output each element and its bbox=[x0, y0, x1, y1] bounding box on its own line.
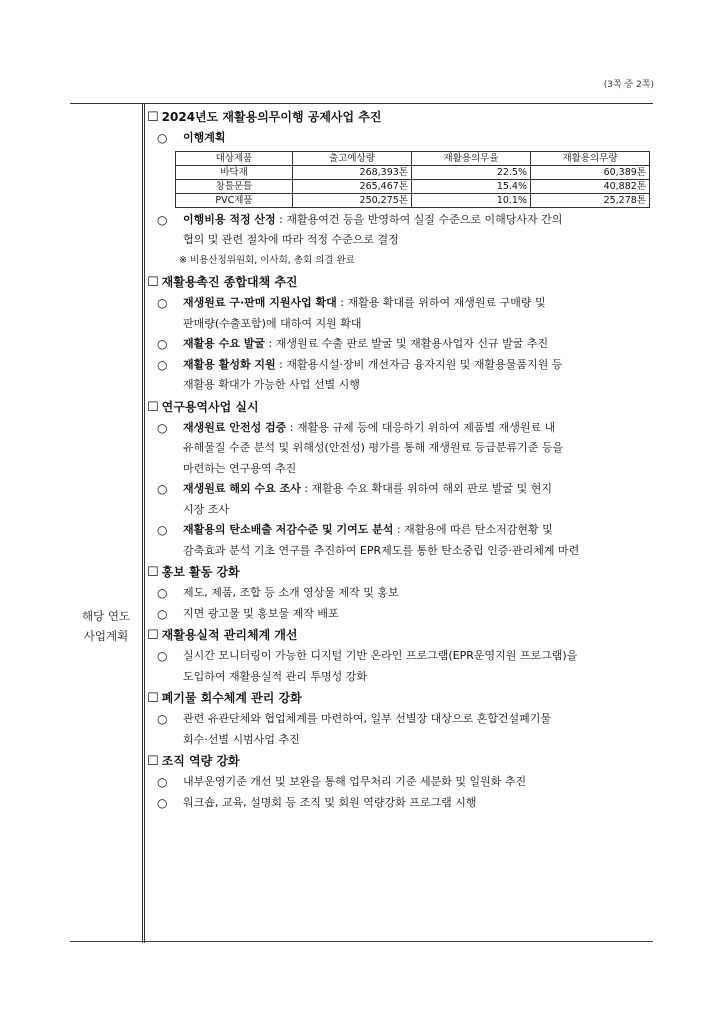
list-item bbox=[157, 709, 657, 730]
section-heading bbox=[147, 561, 657, 583]
table-cell: 268,393톤 bbox=[293, 165, 412, 179]
table-cell: 창틀문틀 bbox=[176, 179, 293, 193]
table-cell: 60,389톤 bbox=[531, 165, 650, 179]
list-item bbox=[157, 128, 657, 149]
checkbox-square-icon: ☐ bbox=[147, 399, 159, 415]
row-label-line1: 해당 연도 bbox=[81, 609, 131, 623]
item-continuation: 판매량(수출포함)에 대하여 지원 확대 bbox=[183, 316, 362, 330]
section-heading bbox=[147, 687, 657, 709]
item-heading: 재활용 활성화 지원 bbox=[183, 357, 276, 371]
plan-content bbox=[147, 106, 657, 813]
table-cell: 40,882톤 bbox=[531, 179, 650, 193]
list-item bbox=[157, 418, 657, 439]
section-title: 연구용역사업 실시 bbox=[161, 399, 259, 414]
implementation-table bbox=[175, 151, 650, 208]
table-cell: 22.5% bbox=[412, 165, 531, 179]
checkbox-square-icon: ☐ bbox=[147, 565, 159, 580]
item-text: 지면 광고물 및 홍보물 제작 배포 bbox=[183, 606, 339, 620]
section-heading bbox=[147, 271, 657, 293]
table-header: 재활용의무량 bbox=[531, 151, 650, 165]
section-title: 폐기물 회수체계 관리 강화 bbox=[161, 691, 302, 705]
item-continuation: 유해물질 수준 분석 및 위해성(안전성) 평가를 통해 재생원료 등급분류기준 등을 bbox=[183, 441, 564, 454]
table-header-row bbox=[176, 151, 650, 165]
item-text: : 재활용 확대를 위하여 재생원료 구매량 및 bbox=[336, 296, 546, 309]
circle-bullet-icon: ○ bbox=[157, 296, 168, 310]
item-continuation: 재활용 확대가 가능한 사업 선별 시행 bbox=[183, 378, 360, 391]
row-label bbox=[70, 606, 142, 646]
column-divider bbox=[142, 103, 143, 943]
checkbox-square-icon: ☐ bbox=[147, 110, 159, 125]
top-rule bbox=[70, 103, 653, 104]
section-title: 재활용실적 관리체계 개선 bbox=[161, 628, 298, 642]
item-heading: 재생원료 안전성 검증 bbox=[183, 420, 287, 434]
checkbox-square-icon: ☐ bbox=[147, 275, 159, 290]
list-item bbox=[157, 772, 657, 793]
column-divider-double bbox=[144, 103, 145, 943]
item-continuation: 감축효과 분석 기초 연구를 추진하여 EPR제도를 통한 탄소중립 인증·관리체계 마련 bbox=[183, 543, 580, 557]
item-text: 워크숍, 교육, 설명회 등 조직 및 회원 역량강화 프로그램 시행 bbox=[183, 795, 477, 809]
circle-bullet-icon: ○ bbox=[157, 482, 168, 496]
table-cell: PVC제품 bbox=[176, 193, 293, 207]
section-title: 홍보 활동 강화 bbox=[161, 565, 240, 579]
section-heading bbox=[147, 750, 657, 772]
item-continuation: 협의 및 관련 절차에 따라 적정 수준으로 결정 bbox=[183, 233, 399, 246]
table-cell: 바닥재 bbox=[176, 165, 293, 179]
item-heading: 재활용의 탄소배출 저감수준 및 기여도 분석 bbox=[183, 523, 394, 536]
item-continuation: 회수·선별 시범사업 추진 bbox=[183, 732, 300, 746]
table-header: 출고예상량 bbox=[293, 151, 412, 165]
circle-bullet-icon: ○ bbox=[157, 337, 168, 351]
section-title: 재활용촉진 종합대책 추진 bbox=[161, 275, 298, 289]
section-title: 조직 역량 강화 bbox=[161, 754, 240, 768]
list-item bbox=[157, 793, 657, 814]
item-text: : 재활용에 따른 탄소저감현황 및 bbox=[393, 523, 553, 536]
item-heading: 재생원료 구·판매 지원사업 확대 bbox=[183, 296, 337, 309]
list-item bbox=[157, 520, 657, 541]
item-heading: 이행비용 적정 산정 bbox=[183, 212, 276, 226]
table-cell: 10.1% bbox=[412, 193, 531, 207]
table-cell: 250,275톤 bbox=[293, 193, 412, 207]
page-number: (3쪽 중 2쪽) bbox=[603, 80, 654, 90]
list-item bbox=[157, 604, 657, 625]
circle-bullet-icon: ○ bbox=[157, 586, 168, 600]
circle-bullet-icon: ○ bbox=[157, 212, 168, 227]
item-text: 내부운영기준 개선 및 보완을 통해 업무처리 기준 세분화 및 일원화 추진 bbox=[183, 775, 527, 788]
item-heading: 재생원료 해외 수요 조사 bbox=[183, 482, 301, 495]
item-heading: 이행계획 bbox=[183, 131, 226, 144]
item-text: : 재생원료 수출 판로 발굴 및 재활용사업자 신규 발굴 추진 bbox=[265, 337, 549, 350]
list-item bbox=[157, 334, 657, 355]
table-header: 대상제품 bbox=[176, 151, 293, 165]
checkbox-square-icon: ☐ bbox=[147, 691, 159, 706]
item-continuation: 마련하는 연구용역 추진 bbox=[183, 461, 297, 475]
circle-bullet-icon: ○ bbox=[157, 523, 168, 537]
circle-bullet-icon: ○ bbox=[157, 712, 168, 726]
table-header: 재활용의무율 bbox=[412, 151, 531, 165]
circle-bullet-icon: ○ bbox=[157, 775, 168, 789]
section-heading bbox=[147, 624, 657, 646]
item-text: 관련 유관단체와 협업체계를 마련하여, 일부 선별장 대상으로 혼합건설폐기물 bbox=[183, 712, 552, 725]
item-text: 제도, 제품, 조합 등 소개 영상물 제작 및 홍보 bbox=[183, 586, 399, 599]
item-text: : 재활용 수요 확대를 위하여 해외 판로 발굴 및 현지 bbox=[300, 482, 552, 495]
circle-bullet-icon: ○ bbox=[157, 131, 168, 145]
item-heading: 재활용 수요 발굴 bbox=[183, 337, 266, 350]
item-continuation: 도입하여 재활용실적 관리 투명성 강화 bbox=[183, 669, 368, 683]
table-cell: 265,467톤 bbox=[293, 179, 412, 193]
table-cell: 25,278톤 bbox=[531, 193, 650, 207]
checkbox-square-icon: ☐ bbox=[147, 628, 159, 643]
footnote: ※ 비용산정위원회, 이사회, 총회 의결 완료 bbox=[179, 254, 355, 266]
item-text: : 재활용시설·장비 개선자금 융자지원 및 재활용물품지원 등 bbox=[275, 357, 563, 371]
checkbox-square-icon: ☐ bbox=[147, 754, 159, 769]
table-row bbox=[176, 179, 650, 193]
list-item bbox=[157, 583, 657, 604]
list-item bbox=[157, 355, 657, 376]
section-title: 2024년도 재활용의무이행 공제사업 추진 bbox=[161, 110, 382, 124]
circle-bullet-icon: ○ bbox=[157, 420, 168, 435]
item-text: : 재활용여건 등을 반영하여 실질 수준으로 이해당사자 간의 bbox=[275, 212, 563, 226]
item-text: 실시간 모니터링이 가능한 디지털 기반 온라인 프로그램(EPR운영지원 프로그램)을 bbox=[183, 649, 578, 662]
bottom-rule bbox=[70, 941, 653, 942]
circle-bullet-icon: ○ bbox=[157, 795, 168, 810]
table-row bbox=[176, 165, 650, 179]
circle-bullet-icon: ○ bbox=[157, 606, 168, 621]
item-text: : 재활용 규제 등에 대응하기 위하여 제품별 재생원료 내 bbox=[286, 420, 556, 434]
section-heading bbox=[147, 396, 657, 418]
table-row bbox=[176, 193, 650, 207]
table-cell: 15.4% bbox=[412, 179, 531, 193]
list-item bbox=[157, 646, 657, 667]
item-continuation: 시장 조사 bbox=[183, 502, 230, 516]
list-item bbox=[157, 293, 657, 314]
circle-bullet-icon: ○ bbox=[157, 357, 168, 372]
list-item bbox=[157, 479, 657, 500]
list-item bbox=[157, 210, 657, 231]
section-heading bbox=[147, 106, 657, 128]
row-label-line2: 사업계획 bbox=[83, 629, 129, 643]
circle-bullet-icon: ○ bbox=[157, 649, 168, 663]
